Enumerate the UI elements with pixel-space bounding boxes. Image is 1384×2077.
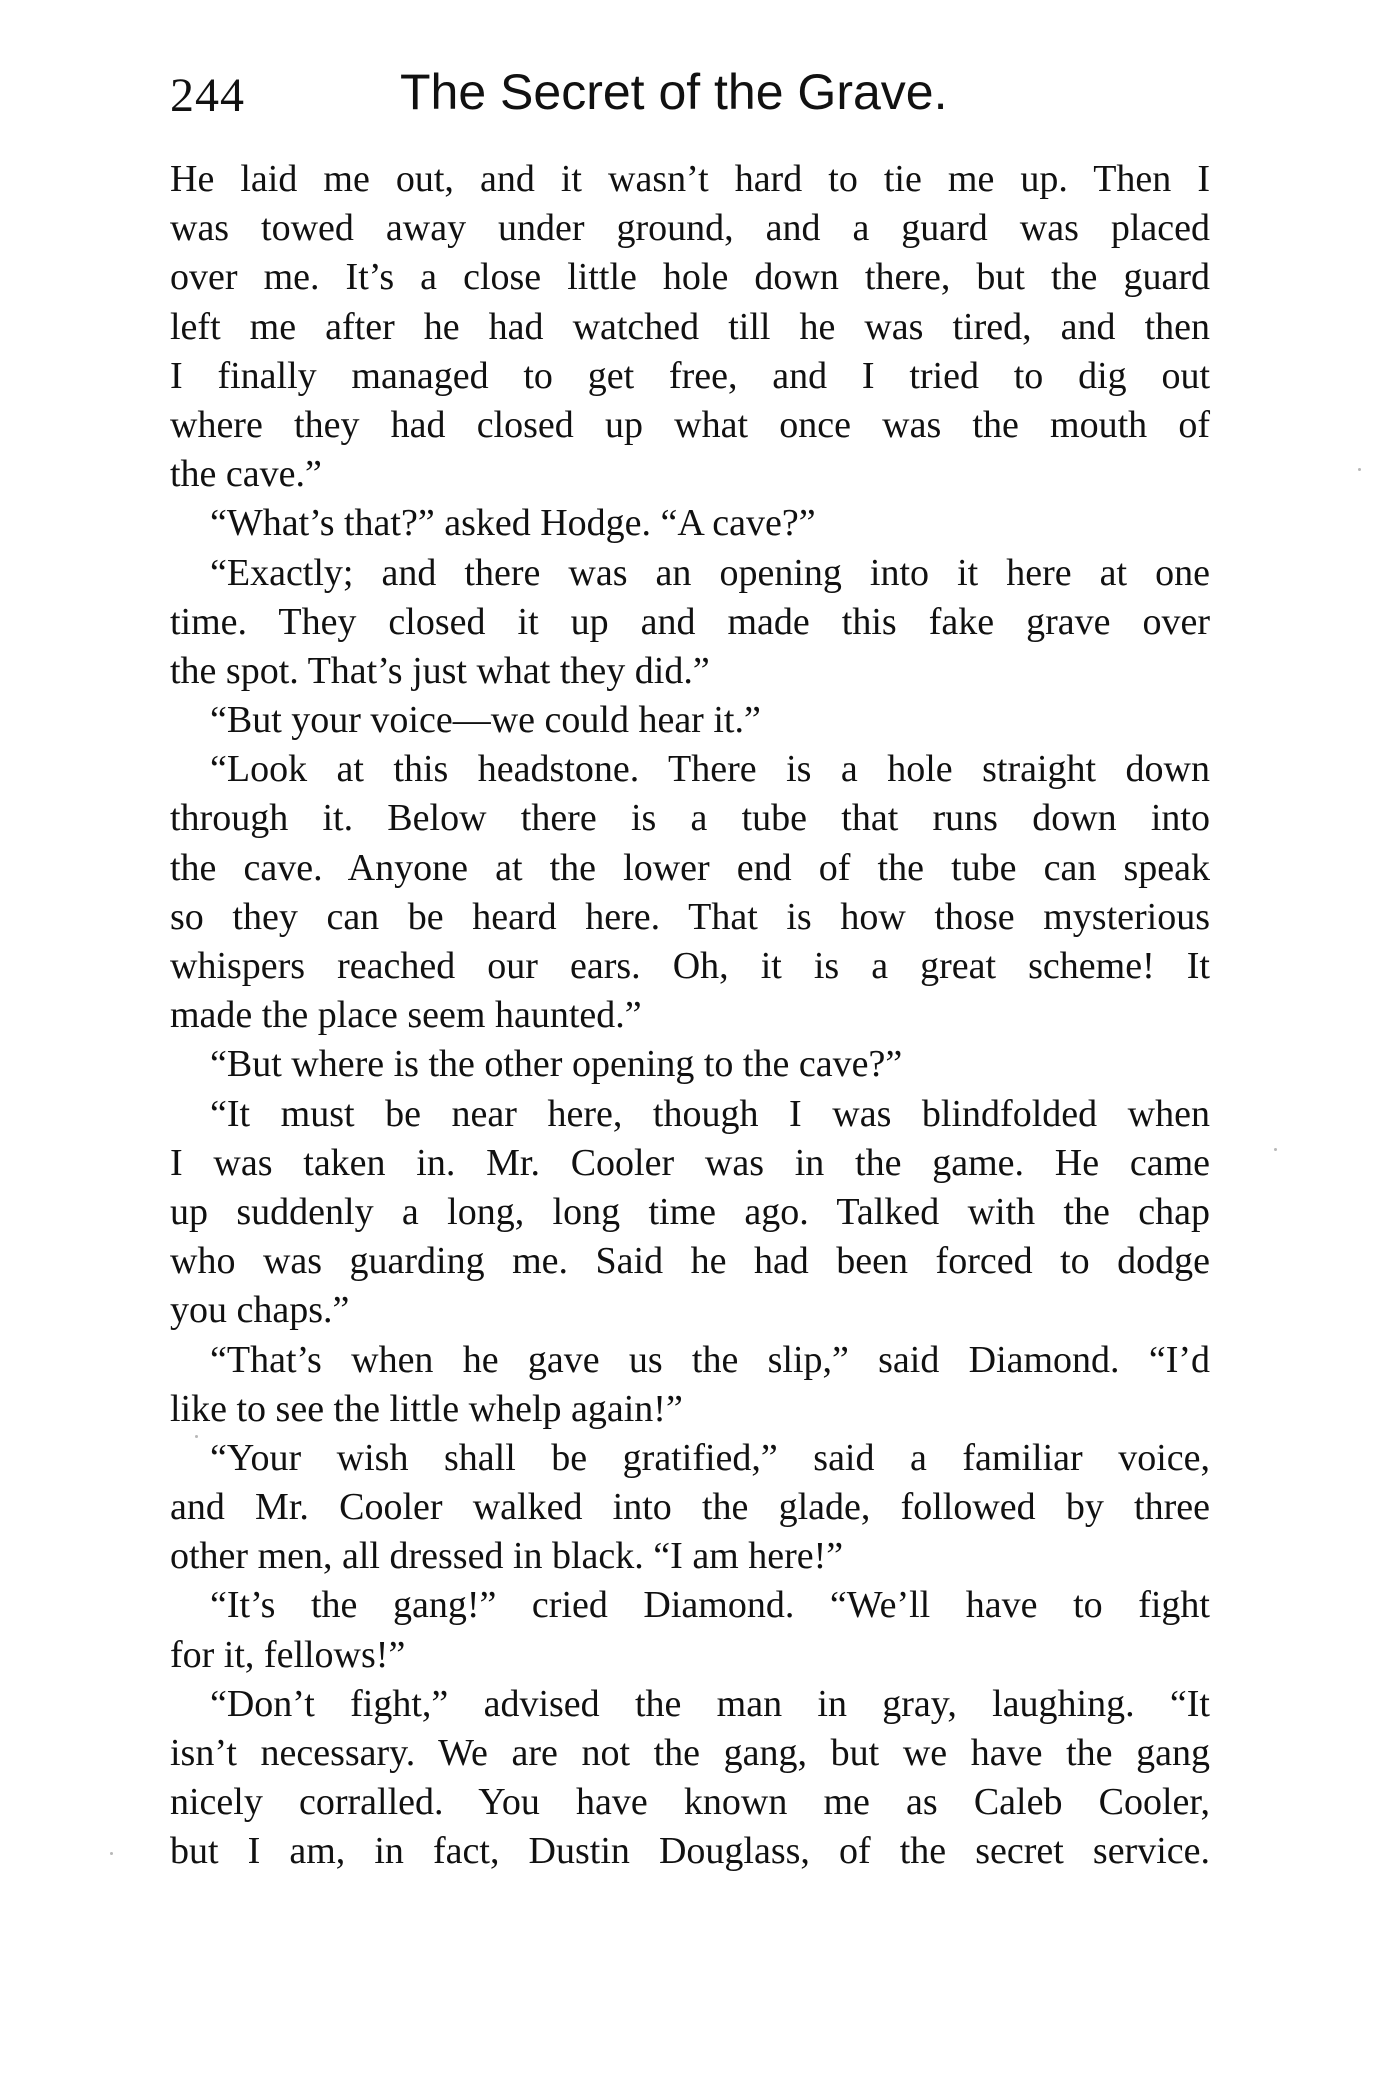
text-line: “Don’t fight,” advised the man in gray, laughing. “It [210, 1682, 1210, 1725]
text-line: like to see the little whelp again!” [170, 1387, 683, 1430]
text-line: you chaps.” [170, 1289, 350, 1332]
text-line: for it, fellows!” [170, 1633, 406, 1676]
text-line: nicely corralled. You have known me as Caleb Cooler, [170, 1781, 1210, 1824]
text-line: the cave.” [170, 453, 322, 496]
text-line: “Exactly; and there was an opening into it here at one [210, 551, 1210, 594]
text-line: was towed away under ground, and a guard was placed [170, 207, 1210, 250]
text-line: up suddenly a long, long time ago. Talked with the chap [170, 1190, 1210, 1233]
page-header [170, 62, 1220, 132]
text-line: isn’t necessary. We are not the gang, but we have the gang [170, 1732, 1210, 1774]
text-line: the spot. That’s just what they did.” [170, 649, 710, 692]
text-line: “Look at this headstone. There is a hole straight down [210, 748, 1210, 791]
paper-speck [195, 1435, 198, 1438]
text-line: “It’s the gang!” cried Diamond. “We’ll have to fight [210, 1584, 1210, 1627]
text-line: and Mr. Cooler walked into the glade, followed by three [170, 1486, 1210, 1529]
text-line: He laid me out, and it wasn’t hard to tie me up. Then I [170, 158, 1210, 200]
text-line: I was taken in. Mr. Cooler was in the game. He came [170, 1141, 1210, 1184]
text-line: “Your wish shall be gratified,” said a familiar voice, [210, 1436, 1210, 1479]
running-head: The Secret of the Grave. [400, 64, 948, 120]
text-line: “It must be near here, though I was blindfolded when [210, 1092, 1210, 1135]
text-line: where they had closed up what once was the mouth of [170, 403, 1210, 446]
text-line: whispers reached our ears. Oh, it is a great scheme! It [170, 945, 1210, 987]
text-line: who was guarding me. Said he had been forced to dodge [170, 1240, 1210, 1283]
text-line: over me. It’s a close little hole down there, but the guard [170, 256, 1210, 299]
text-line: left me after he had watched till he was tired, and then [170, 305, 1210, 348]
text-line: through it. Below there is a tube that runs down into [170, 797, 1210, 840]
paper-speck [110, 1852, 113, 1855]
text-line: but I am, in fact, Dustin Douglass, of the secret service. [170, 1830, 1210, 1873]
text-line: “That’s when he gave us the slip,” said Diamond. “I’d [210, 1338, 1210, 1381]
text-line: “But where is the other opening to the cave?” [210, 1043, 903, 1086]
text-line: made the place seem haunted.” [170, 994, 642, 1037]
paper-speck [1358, 468, 1361, 471]
paper-speck [1274, 1148, 1277, 1151]
text-line: time. They closed it up and made this fake grave over [170, 600, 1210, 643]
body-text [170, 155, 1210, 1877]
text-line: the cave. Anyone at the lower end of the tube can speak [170, 846, 1210, 889]
page-number: 244 [170, 69, 245, 122]
text-line: “But your voice—we could hear it.” [210, 699, 761, 742]
text-line: other men, all dressed in black. “I am here!” [170, 1535, 844, 1578]
text-line: I finally managed to get free, and I tried to dig out [170, 354, 1210, 397]
text-line: “What’s that?” asked Hodge. “A cave?” [210, 502, 816, 545]
text-line: so they can be heard here. That is how those mysterious [170, 895, 1210, 938]
